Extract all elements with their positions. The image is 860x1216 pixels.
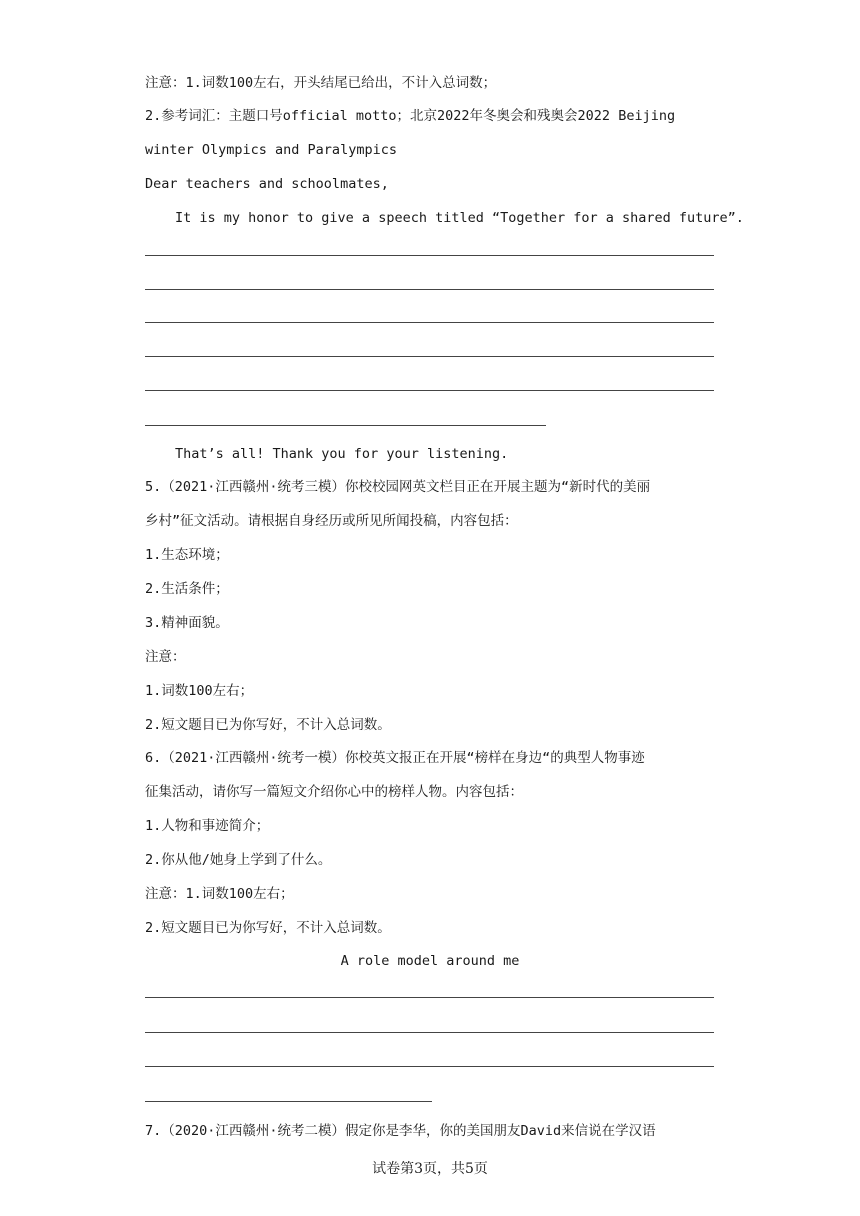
q6-point-2: 2.你从他/她身上学到了什么。: [145, 852, 332, 868]
speech-opening: It is my honor to give a speech titled “Together for a shared future”.: [175, 210, 744, 226]
answer-line: [145, 390, 714, 391]
q6-point-1: 1.人物和事迹简介；: [145, 818, 270, 834]
answer-line: [145, 1066, 714, 1067]
page-footer: 试卷第3页，共5页: [372, 1161, 488, 1177]
q6-note-2: 2.短文题目已为你写好，不计入总词数。: [145, 920, 391, 936]
question-6-line-1: 6.（2021·江西赣州·统考一模）你校英文报正在开展“榜样在身边“的典型人物事迹: [145, 750, 645, 766]
essay-title: A role model around me: [340, 953, 520, 969]
q5-note-1: 1.词数100左右；: [145, 683, 254, 699]
answer-line: [145, 356, 714, 357]
q5-note-2: 2.短文题目已为你写好，不计入总词数。: [145, 717, 391, 733]
question-5-line-1: 5.（2021·江西赣州·统考三模）你校校园网英文栏目正在开展主题为“新时代的美丽: [145, 479, 651, 495]
answer-line: [145, 255, 714, 256]
question-6-line-2: 征集活动，请你写一篇短文介绍你心中的榜样人物。内容包括：: [145, 784, 523, 800]
question-7-line-1: 7.（2020·江西赣州·统考二模）假定你是李华，你的美国朋友David来信说在学汉语: [145, 1123, 656, 1139]
q6-note-1: 注意：1.词数100左右；: [145, 886, 294, 902]
vocab-line-1: 2.参考词汇：主题口号official motto；北京2022年冬奥会和残奥会2022 Beijing: [145, 108, 676, 124]
q5-note-label: 注意：: [145, 649, 186, 665]
answer-line: [145, 1032, 714, 1033]
q5-point-1: 1.生态环境；: [145, 547, 229, 563]
speech-closing: That’s all! Thank you for your listening.: [175, 446, 509, 462]
note-line-1: 注意：1.词数100左右，开头结尾已给出，不计入总词数；: [145, 75, 497, 91]
q5-point-2: 2.生活条件；: [145, 581, 229, 597]
q5-point-3: 3.精神面貌。: [145, 615, 229, 631]
salutation: Dear teachers and schoolmates,: [145, 176, 389, 192]
answer-line: [145, 1101, 432, 1102]
answer-line: [145, 289, 714, 290]
answer-line: [145, 997, 714, 998]
answer-line: [145, 322, 714, 323]
vocab-line-2: winter Olympics and Paralympics: [145, 142, 397, 158]
question-5-line-2: 乡村”征文活动。请根据自身经历或所见所闻投稿，内容包括：: [145, 513, 518, 529]
answer-line: [145, 425, 546, 426]
